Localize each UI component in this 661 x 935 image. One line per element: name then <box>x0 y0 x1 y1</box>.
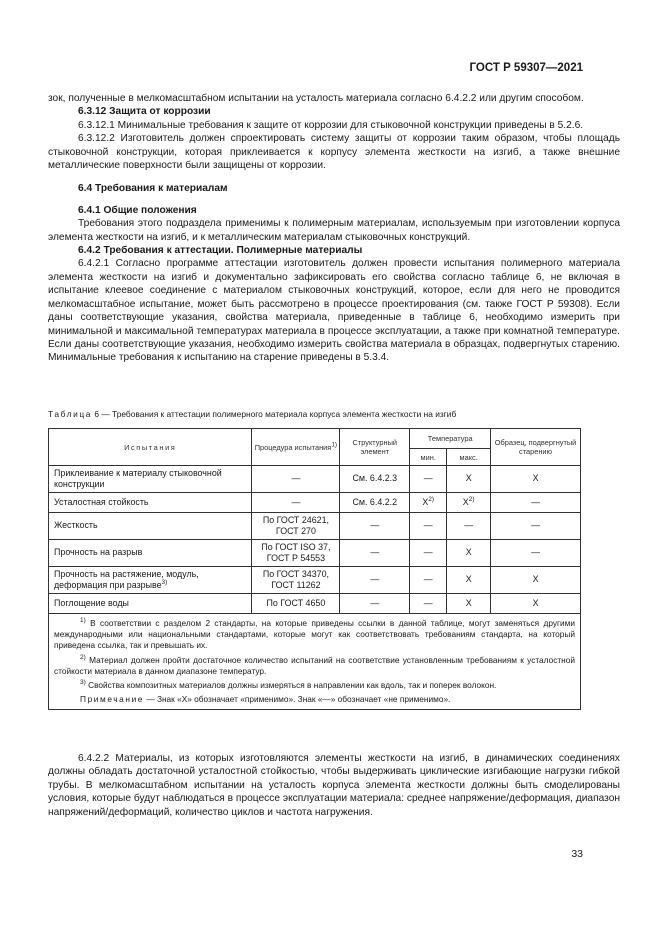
table-notes-row <box>49 614 581 710</box>
header-temperature: Температура <box>410 429 491 449</box>
paragraph-6-3-12-2: 6.3.12.2 Изготовитель должен спроектировать систему защиты от коррозии таким образом, чтобы площадь стыковочной конструкции, которая приклеивается к корпусу элемента жесткости на изгиб, а также внешние металлические поверхности были защищены от коррозии. <box>48 133 620 172</box>
cell-procedure: — <box>252 466 340 493</box>
cell-test <box>49 567 252 594</box>
cell-element: См. 6.4.2.2 <box>340 493 410 513</box>
footnote-3-text: Свойства композитных материалов должны измеряться в направлении как вдоль, так и поперек волокон. <box>88 680 497 691</box>
cell-temp-min <box>410 493 447 513</box>
cell-procedure: По ГОСТ 4650 <box>252 594 340 614</box>
footnote-3-mark: 3) <box>80 679 86 687</box>
footnote-1-mark: 1) <box>80 617 86 625</box>
table-caption-text: 6 — Требования к аттестации полимерного материала корпуса элемента жесткости на изгиб <box>94 409 457 419</box>
cell-aged: X <box>491 466 581 493</box>
cell-temp-min: — <box>410 513 447 540</box>
cell-test: Жесткость <box>49 513 252 540</box>
cell-test: Приклеивание к материалу стыковочной конструкции <box>49 466 252 493</box>
top-text-block <box>48 92 620 365</box>
carry-over-paragraph: зок, полученные в мелкомасштабном испытании на усталость материала согласно 6.4.2.2 или другим способом. <box>48 93 584 104</box>
table-row <box>49 493 581 513</box>
table-row <box>49 466 581 493</box>
cell-element: См. 6.4.2.3 <box>340 466 410 493</box>
cell-element: — <box>340 513 410 540</box>
table-remark <box>54 694 575 705</box>
cell-test: Поглощение воды <box>49 594 252 614</box>
cell-aged: — <box>491 493 581 513</box>
header-tests: Испытания <box>49 429 252 466</box>
header-procedure-text: Процедура испытания <box>254 442 332 452</box>
table-caption <box>48 409 456 419</box>
section-heading-6-4-2: 6.4.2 Требования к аттестации. Полимерные материалы <box>78 245 363 257</box>
paragraph-6-4-1: Требования этого подраздела применимы к полимерным материалам, используемым при изготовлении корпуса элемента жесткости на изгиб, и к металлическим материалам стыковочных конструкций. <box>48 218 620 243</box>
cell-test: Усталостная стойкость <box>49 493 252 513</box>
section-heading-6-4: 6.4 Требования к материалам <box>78 183 228 195</box>
table-footnote-2 <box>54 655 575 677</box>
remark-label: Примечание <box>80 694 145 705</box>
cell-aged: — <box>491 540 581 567</box>
header-procedure-footnote-mark: 1) <box>331 441 338 449</box>
table-caption-label: Таблица <box>48 409 93 419</box>
cell-aged: X <box>491 594 581 614</box>
table-notes <box>49 614 581 710</box>
qualification-table <box>48 428 581 710</box>
table-row <box>49 540 581 567</box>
cell-temp-min: — <box>410 594 447 614</box>
cell-procedure: По ГОСТ ISO 37, ГОСТ Р 54553 <box>252 540 340 567</box>
footnote-2-mark: 2) <box>80 653 86 661</box>
cell-element: — <box>340 567 410 594</box>
table-row <box>49 594 581 614</box>
cell-temp-max-value: X <box>462 496 469 507</box>
cell-temp-min-value: X <box>422 496 429 507</box>
page-number: 33 <box>571 848 583 860</box>
cell-aged: X <box>491 567 581 594</box>
cell-element: — <box>340 594 410 614</box>
cell-test: Прочность на разрыв <box>49 540 252 567</box>
section-heading-6-3-12: 6.3.12 Защита от коррозии <box>78 106 211 118</box>
table-row <box>49 513 581 540</box>
table-header-row <box>49 429 581 449</box>
header-temp-max: макс. <box>447 449 491 466</box>
paragraph-6-3-12-1: 6.3.12.1 Минимальные требования к защите от коррозии для стыковочной конструкции приведены в 5.2.6. <box>78 119 584 131</box>
cell-temp-min: — <box>410 466 447 493</box>
cell-aged: — <box>491 513 581 540</box>
cell-temp-min: — <box>410 567 447 594</box>
footnote-mark-2: 2) <box>468 495 475 503</box>
cell-procedure: — <box>252 493 340 513</box>
footnote-mark-3: 3) <box>161 579 168 587</box>
bottom-text-block <box>48 752 620 819</box>
cell-temp-max: X <box>447 540 491 567</box>
paragraph-6-4-2-1: 6.4.2.1 Согласно программе аттестации изготовитель должен провести испытания полимерного материала элемента жесткости на изгиб и документально зафиксировать его свойства согласно таблице 6, не включая в испытание клеевое соединение с материалом стыковочных конструкций, которое, если для него не проводится мелкомасштабное испытание, может быть рассмотрено в процессе проектирования (см. также ГОСТ Р 59308). Если даны соответствующие указания, свойства материала, приведенные в таблице 6, необходимо измерить при минимальной и максимальной температурах материала в процессе эксплуатации, а также при комнатной температуре. Если даны соответствующие указания, необходимо измерить свойства материала в образцах, подвергнутых старению. Минимальные требования к испытанию на старение приведены в 5.3.4. <box>48 258 620 364</box>
footnote-1-text: В соответствии с разделом 2 стандарты, на которые приведены ссылки в данной таблице, могут заменяться другими международными или национальными стандартами, которые могут как соответствовать требованиям стандарта, на который приведена ссылка, так и превышать их. <box>54 618 576 651</box>
header-element: Структурный элемент <box>340 429 410 466</box>
table-footnote-3 <box>54 680 575 691</box>
cell-procedure: По ГОСТ 24621, ГОСТ 270 <box>252 513 340 540</box>
footnote-mark-2: 2) <box>428 495 435 503</box>
header-aged-sample: Образец, подвергнутый старению <box>491 429 581 466</box>
header-temp-min: мин. <box>410 449 447 466</box>
cell-temp-max: X <box>447 594 491 614</box>
cell-temp-max <box>447 493 491 513</box>
cell-temp-max: — <box>447 513 491 540</box>
table-row <box>49 567 581 594</box>
document-number-header: ГОСТ Р 59307—2021 <box>469 62 583 74</box>
cell-procedure: По ГОСТ 34370, ГОСТ 11262 <box>252 567 340 594</box>
table-footnote-1 <box>54 618 575 652</box>
section-heading-6-4-1: 6.4.1 Общие положения <box>78 204 197 216</box>
paragraph-6-4-2-2: 6.4.2.2 Материалы, из которых изготовляются элементы жесткости на изгиб, в динамических соединениях должны обладать достаточной усталостной стойкостью, чтобы выдерживать циклические изгибающие нагрузки гибкой трубы. В мелкомасштабном испытании на усталость корпуса элемента жесткости должны быть смоделированы условия, которые будут наблюдаться в процессе эксплуатации материала: среднее напряжение/деформация, диапазон напряжений/деформаций, количество циклов и частота нагружения. <box>48 753 620 818</box>
cell-element: — <box>340 540 410 567</box>
cell-temp-min: — <box>410 540 447 567</box>
remark-text: — Знак «X» обозначает «применимо». Знак «—» обозначает «не применимо». <box>146 694 451 705</box>
footnote-2-text: Материал должен пройти достаточное количество испытаний на соответствие установленным требованиям к усталостной стойкости материала в данном диапазоне температур. <box>54 654 575 676</box>
header-procedure <box>252 429 340 466</box>
cell-temp-max: X <box>447 466 491 493</box>
cell-temp-max: X <box>447 567 491 594</box>
cell-test-text: Прочность на растяжение, модуль, деформация при разрыве <box>54 568 199 590</box>
